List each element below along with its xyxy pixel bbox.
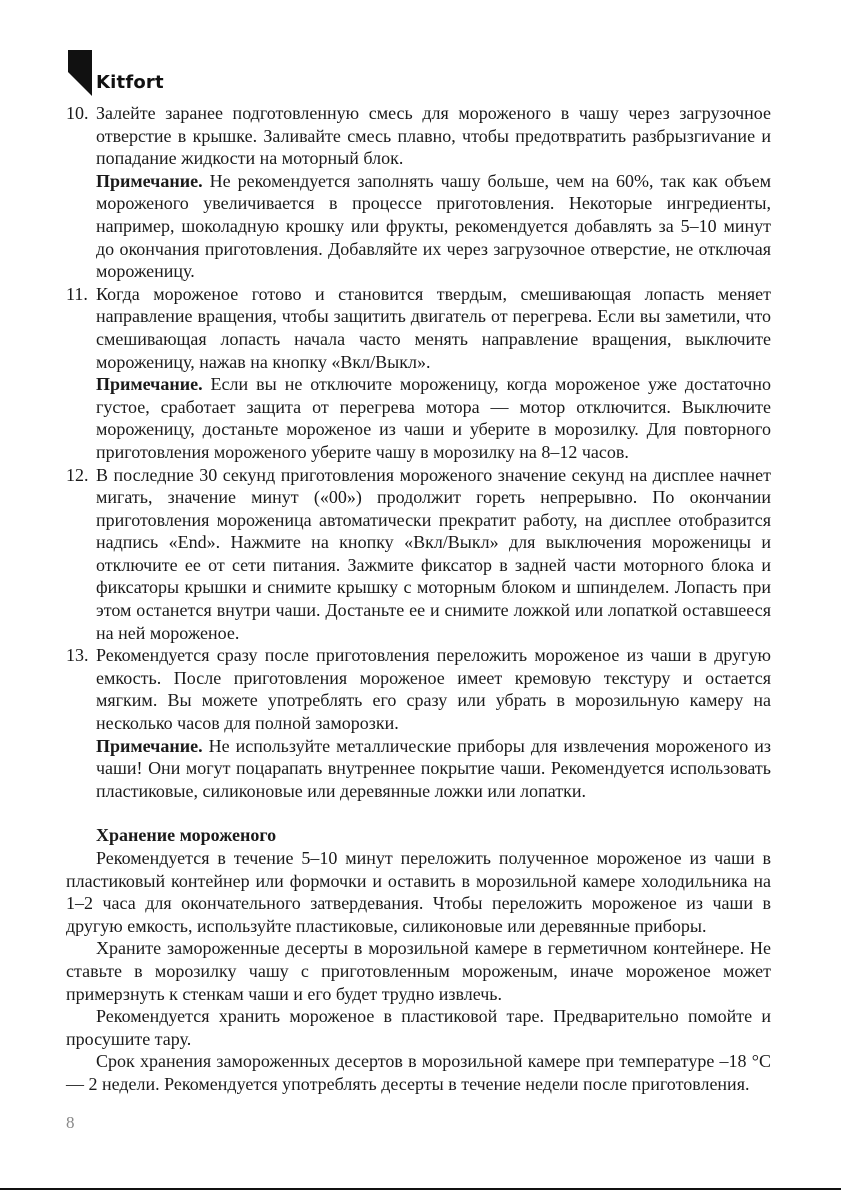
- list-item-text: Рекомендуется сразу после приготовления переложить мороженое из чаши в другую емкость. После приготовления мороженое имеет кремовую текстуру и остается мягким. Вы можете употреблять его сразу или убрать в морозильную камеру на несколько часов для полной заморозки.: [96, 645, 771, 734]
- list-item: [66, 644, 771, 802]
- page-content: [66, 102, 771, 1096]
- section-title: Хранение мороженого: [96, 825, 277, 846]
- list-item: [66, 102, 771, 283]
- storage-paragraph: Срок хранения замороженных десертов в морозильной камере при температуре –18 °С — 2 недели. Рекомендуется употреблять десерты в течение недели после приготовления.: [66, 1051, 771, 1094]
- page-number: 8: [66, 1113, 75, 1132]
- list-item-text: В последние 30 секунд приготовления мороженого значение секунд на дисплее начнет мигать, значение минут («00») продолжит гореть непрерывно. По окончании приготовления мороженица автоматически прекратит работу, на дисплее отобразится надпись «End». Нажмите на кнопку «Вкл/Выкл» для выключения мороженицы и отключите ее от сети питания. Зажмите фиксатор в задней части моторного блока и фиксаторы крышки и снимите крышку с моторным блоком и шпинделем. Лопасть при этом останется внутри чаши. Достаньте ее и снимите ложкой или лопаткой оставшееся на ней мороженое.: [96, 464, 771, 643]
- note-label: Примечание.: [96, 170, 203, 191]
- brand-logo: [68, 46, 164, 96]
- brand-name: Kitfort: [96, 72, 164, 93]
- storage-paragraph: Рекомендуется в течение 5–10 минут переложить полученное мороженое из чаши в пластиковый контейнер или формочки и оставить в морозильной камере холодильника на 1–2 часа для окончательного затвердевания. Чтобы переложить мороженое из чаши в другую емкость, используйте пластиковые, силиконовые или деревянные приборы.: [66, 848, 771, 936]
- storage-paragraph: Рекомендуется хранить мороженое в пластиковой таре. Предварительно помойте и просушите тару.: [66, 1006, 771, 1049]
- list-item-text: Когда мороженое готово и становится твердым, смешивающая лопасть меняет направление вращения, чтобы защитить двигатель от перегрева. Если вы заметили, что смешивающая лопасть начала часто менять направление вращения, выключите мороженицу, нажав на кнопку «Вкл/Выкл».: [96, 283, 771, 372]
- list-item-number: 12.: [66, 464, 89, 485]
- note-label: Примечание.: [96, 374, 203, 395]
- kitfort-logo-icon: [68, 50, 92, 96]
- list-item-text: Залейте заранее подготовленную смесь для мороженого в чашу через загрузочное отверстие в крышке. Заливайте смесь плавно, чтобы предотвратить разбрызгиvание и попадание жидкости на моторный блок.: [96, 103, 771, 169]
- list-item-note: [96, 170, 771, 283]
- note-label: Примечание.: [96, 735, 203, 756]
- list-item-number: 10.: [66, 103, 89, 123]
- list-item: [66, 283, 771, 464]
- note-text: Если вы не отключите мороженицу, когда мороженое уже достаточно густое, сработает защита от перегрева мотора — мотор отключится. Выключите мороженицу, достаньте мороженое из чаши и уберите в морозилку. Для повторного приготовления мороженого уберите чашу в морозилку на 8–12 часов.: [96, 374, 771, 462]
- list-item-note: [96, 735, 771, 803]
- note-text: Не используйте металлические приборы для извлечения мороженого из чаши! Они могут поцарапать внутреннее покрытие чаши. Рекомендуется использовать пластиковые, силиконовые или деревянные ложки или лопатки.: [96, 735, 771, 801]
- list-item-number: 13.: [66, 645, 89, 666]
- list-item-note: [96, 373, 771, 463]
- list-item: [66, 464, 771, 645]
- note-text: Не рекомендуется заполнять чашу больше, чем на 60%, так как объем мороженого увеличивается в процессе приготовления. Некоторые ингредиенты, например, шоколадную крошку или фрукты, рекомендуется добавлять за 5–10 минут до окончания приготовления. Добавляйте их через загрузочное отверстие, не отключая мороженицу.: [96, 170, 771, 282]
- storage-paragraph: Храните замороженные десерты в морозильной камере в герметичном контейнере. Не ставьте в морозилку чашу с приготовленным мороженым, иначе мороженое может примерзнуть к стенкам чаши и его будет трудно извлечь.: [66, 938, 771, 1004]
- list-item-number: 11.: [66, 283, 88, 304]
